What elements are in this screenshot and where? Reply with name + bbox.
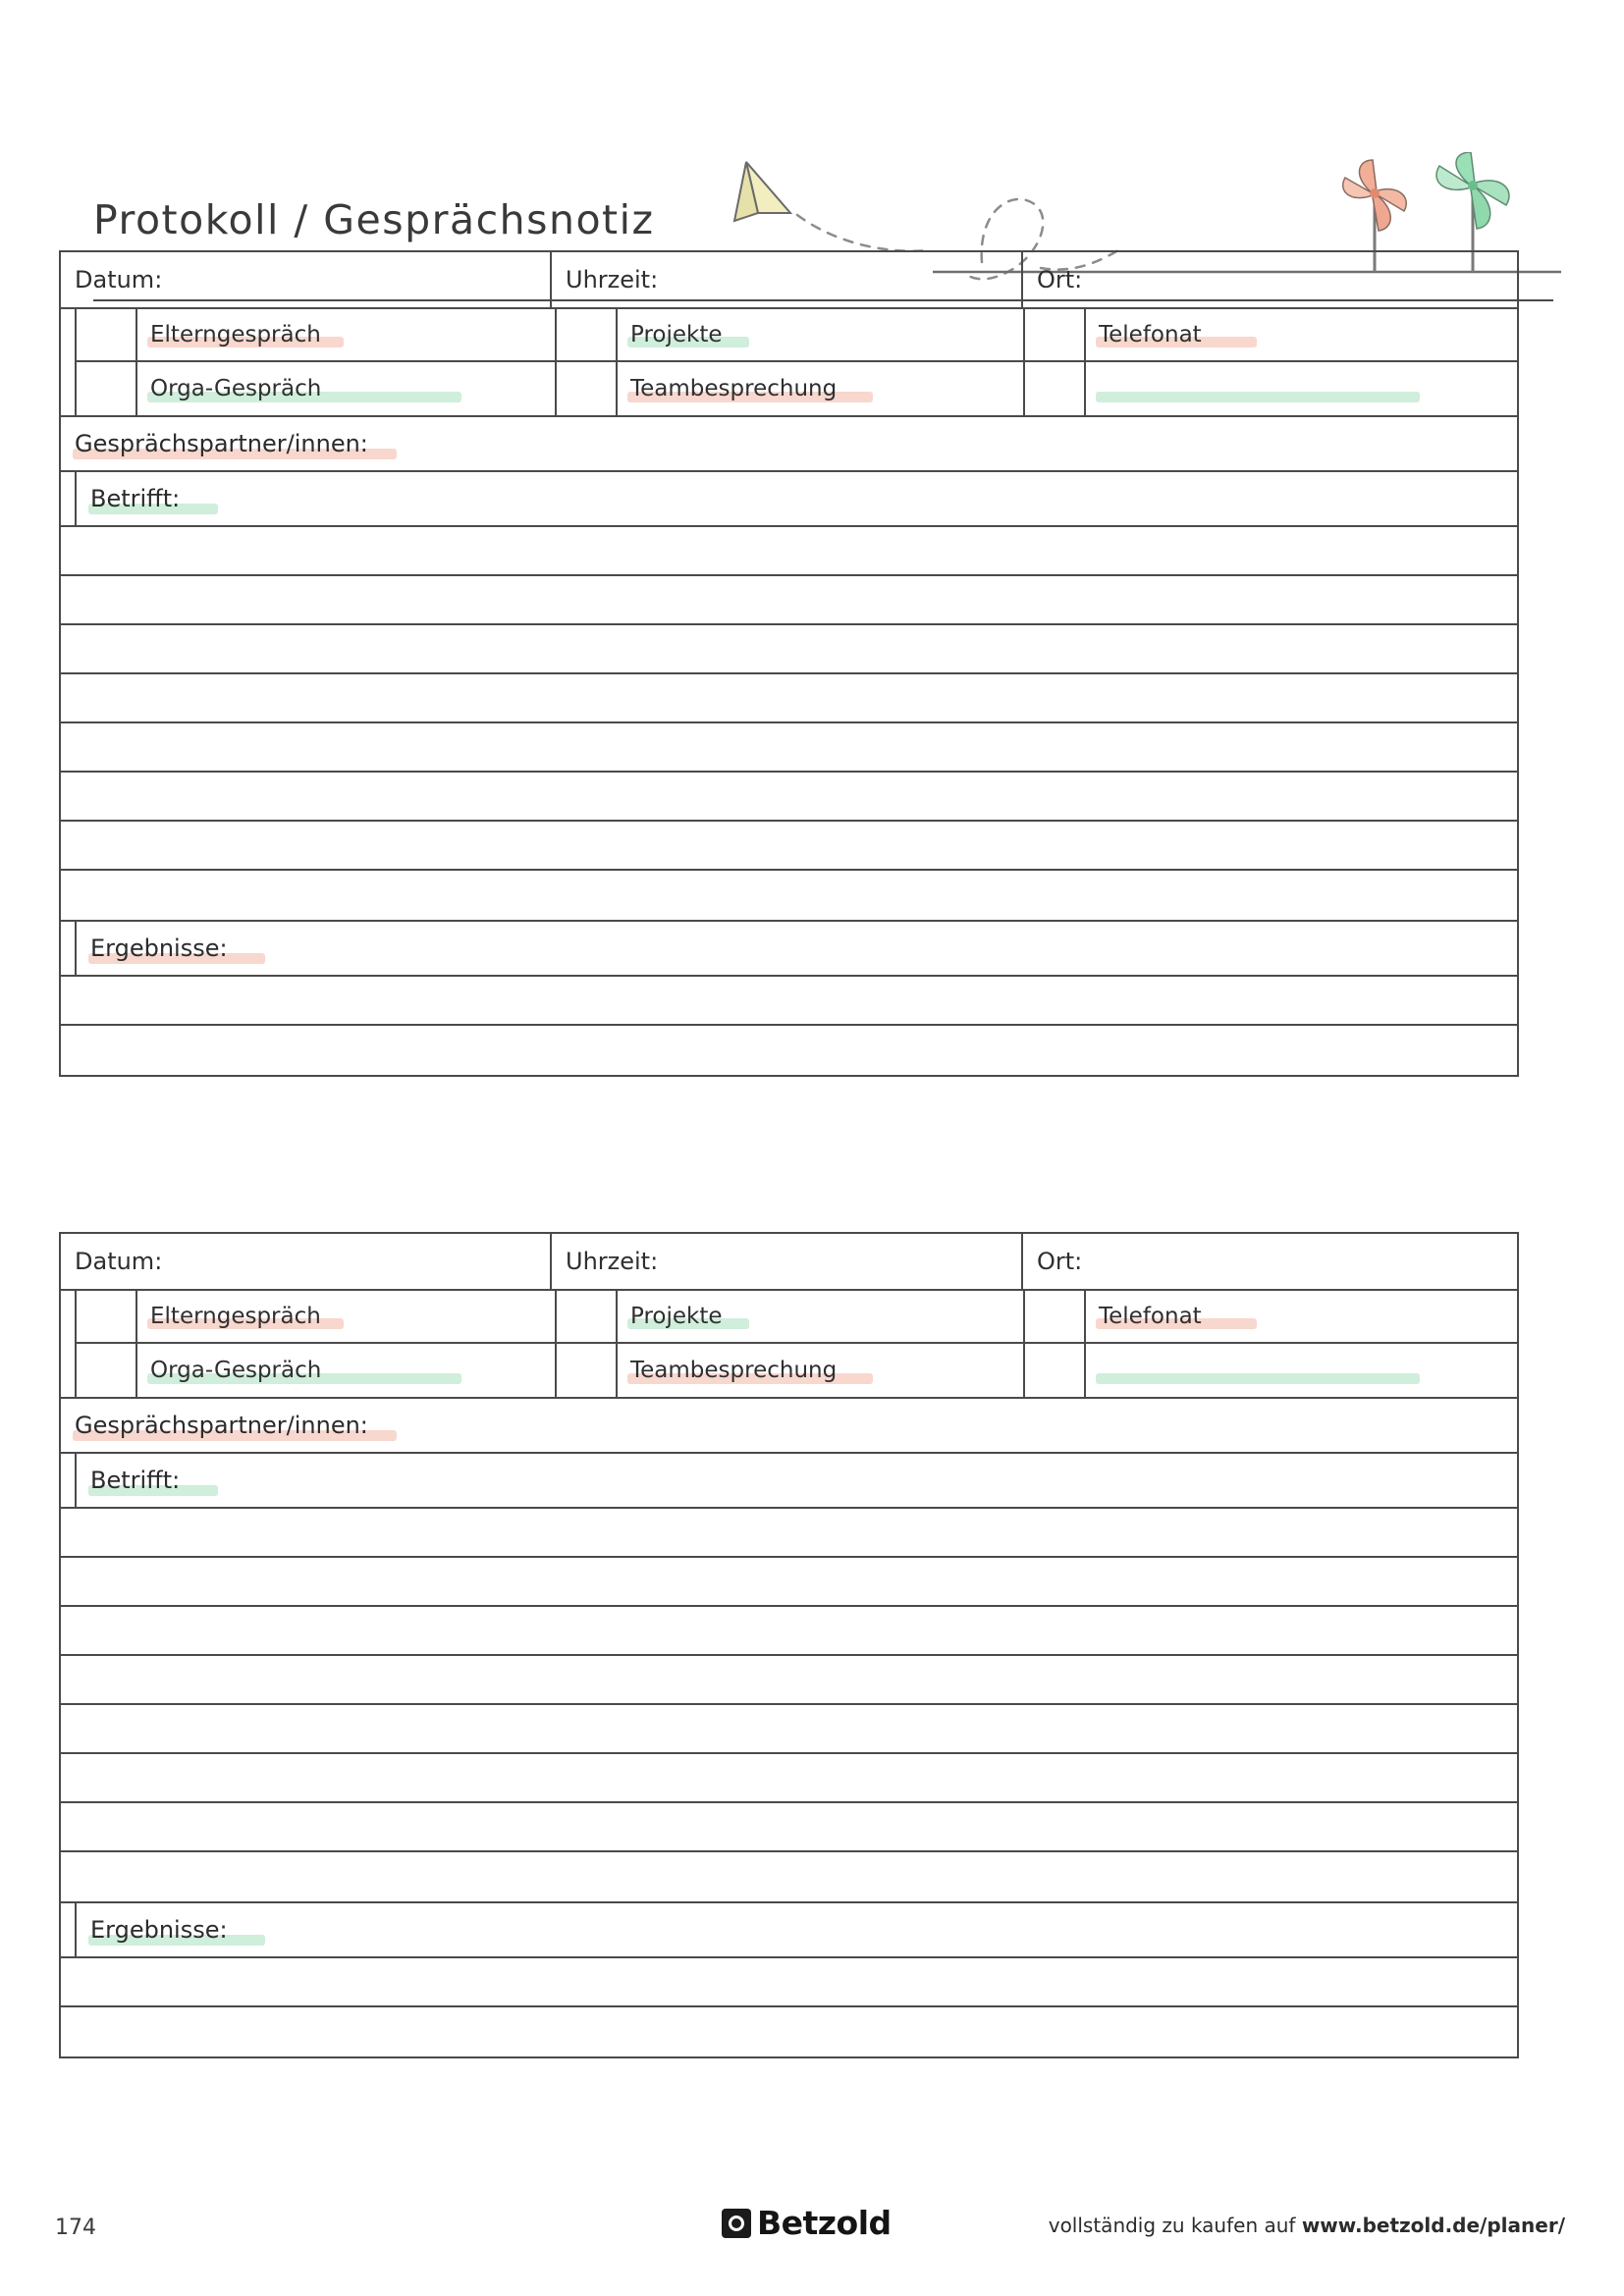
brand-mark-icon <box>722 2209 751 2238</box>
notes-lines[interactable] <box>59 1509 1519 1903</box>
header-fields-row <box>59 250 1519 309</box>
checkbox-other[interactable] <box>1025 1344 1086 1397</box>
subject-row[interactable] <box>59 472 1519 527</box>
highlight-mark <box>1096 392 1420 402</box>
footer-note-link[interactable]: www.betzold.de/planer/ <box>1301 2214 1565 2237</box>
label-orga-gespraech[interactable]: Orga-Gespräch <box>137 362 557 415</box>
place-label: Ort: <box>1037 266 1083 294</box>
write-line[interactable] <box>61 871 1517 920</box>
write-line[interactable] <box>61 2007 1517 2056</box>
checkbox-orga-gespraech[interactable] <box>77 1344 137 1397</box>
write-line[interactable] <box>61 822 1517 871</box>
results-label: Ergebnisse: <box>90 934 228 962</box>
write-line[interactable] <box>61 674 1517 723</box>
subject-field[interactable] <box>75 472 1517 525</box>
results-field[interactable] <box>75 1903 1517 1956</box>
subject-label: Betrifft: <box>90 1467 181 1494</box>
place-field[interactable] <box>1023 1234 1517 1289</box>
paper-plane-icon <box>734 162 790 221</box>
partners-label: Gesprächspartner/innen: <box>75 430 368 457</box>
results-lines[interactable] <box>59 977 1519 1077</box>
label-projekte[interactable]: Projekte <box>618 1291 1025 1342</box>
label-other[interactable] <box>1086 1344 1517 1397</box>
footer-note <box>1049 2214 1565 2237</box>
write-line[interactable] <box>61 1958 1517 2007</box>
time-label: Uhrzeit: <box>566 1248 659 1275</box>
results-row[interactable] <box>59 1903 1519 1958</box>
date-field[interactable] <box>61 252 552 307</box>
write-line[interactable] <box>61 1558 1517 1607</box>
results-field[interactable] <box>75 922 1517 975</box>
checkbox-rows <box>59 309 1519 417</box>
checkbox-orga-gespraech[interactable] <box>77 362 137 415</box>
label-orga-gespraech[interactable]: Orga-Gespräch <box>137 1344 557 1397</box>
checkbox-elterngespraech[interactable] <box>77 1291 137 1342</box>
checkbox-teambesprechung[interactable] <box>557 1344 618 1397</box>
write-line[interactable] <box>61 1754 1517 1803</box>
label-teambesprechung[interactable]: Teambesprechung <box>618 1344 1025 1397</box>
label-teambesprechung[interactable]: Teambesprechung <box>618 362 1025 415</box>
page-header <box>59 93 1571 243</box>
footer-note-prefix: vollständig zu kaufen auf <box>1048 2214 1302 2237</box>
notes-lines[interactable] <box>59 527 1519 922</box>
date-label: Datum: <box>75 1248 163 1275</box>
checkbox-row-2 <box>75 362 1517 415</box>
write-line[interactable] <box>61 576 1517 625</box>
subject-row[interactable] <box>59 1454 1519 1509</box>
write-line[interactable] <box>61 1509 1517 1558</box>
partners-field[interactable] <box>61 417 1517 470</box>
write-line[interactable] <box>61 625 1517 674</box>
brand-logo <box>722 2204 892 2242</box>
write-line[interactable] <box>61 1852 1517 1901</box>
label-projekte[interactable]: Projekte <box>618 309 1025 360</box>
brand-name: Betzold <box>757 2204 892 2242</box>
time-field[interactable] <box>552 1234 1023 1289</box>
write-line[interactable] <box>61 1803 1517 1852</box>
highlight-mark <box>1096 1373 1420 1384</box>
place-label: Ort: <box>1037 1248 1083 1275</box>
subject-field[interactable] <box>75 1454 1517 1507</box>
partners-label: Gesprächspartner/innen: <box>75 1412 368 1439</box>
place-field[interactable] <box>1023 252 1517 307</box>
label-elterngespraech[interactable]: Elterngespräch <box>137 309 557 360</box>
label-elterngespraech[interactable]: Elterngespräch <box>137 1291 557 1342</box>
label-telefonat[interactable]: Telefonat <box>1086 309 1517 360</box>
partners-field[interactable] <box>61 1399 1517 1452</box>
checkbox-projekte[interactable] <box>557 309 618 360</box>
header-fields-row <box>59 1232 1519 1291</box>
write-line[interactable] <box>61 977 1517 1026</box>
checkbox-telefonat[interactable] <box>1025 1291 1086 1342</box>
date-field[interactable] <box>61 1234 552 1289</box>
page-title: Protokoll / Gesprächsnotiz <box>93 196 655 243</box>
results-row[interactable] <box>59 922 1519 977</box>
checkbox-rows <box>59 1291 1519 1399</box>
subject-label: Betrifft: <box>90 485 181 512</box>
checkbox-projekte[interactable] <box>557 1291 618 1342</box>
page-number: 174 <box>55 2216 96 2240</box>
partners-row[interactable] <box>59 417 1519 472</box>
label-other[interactable] <box>1086 362 1517 415</box>
checkbox-telefonat[interactable] <box>1025 309 1086 360</box>
protokoll-block-1 <box>59 250 1519 1077</box>
time-field[interactable] <box>552 252 1023 307</box>
checkbox-row-1 <box>75 309 1517 362</box>
checkbox-row-1 <box>75 1291 1517 1344</box>
time-label: Uhrzeit: <box>566 266 659 294</box>
results-lines[interactable] <box>59 1958 1519 2058</box>
write-line[interactable] <box>61 527 1517 576</box>
protokoll-block-2 <box>59 1232 1519 2058</box>
write-line[interactable] <box>61 1026 1517 1075</box>
write-line[interactable] <box>61 773 1517 822</box>
label-telefonat[interactable]: Telefonat <box>1086 1291 1517 1342</box>
checkbox-elterngespraech[interactable] <box>77 309 137 360</box>
page-footer <box>0 2204 1624 2272</box>
write-line[interactable] <box>61 1705 1517 1754</box>
date-label: Datum: <box>75 266 163 294</box>
write-line[interactable] <box>61 723 1517 773</box>
checkbox-row-2 <box>75 1344 1517 1397</box>
write-line[interactable] <box>61 1656 1517 1705</box>
write-line[interactable] <box>61 1607 1517 1656</box>
results-label: Ergebnisse: <box>90 1916 228 1944</box>
checkbox-other[interactable] <box>1025 362 1086 415</box>
checkbox-teambesprechung[interactable] <box>557 362 618 415</box>
partners-row[interactable] <box>59 1399 1519 1454</box>
